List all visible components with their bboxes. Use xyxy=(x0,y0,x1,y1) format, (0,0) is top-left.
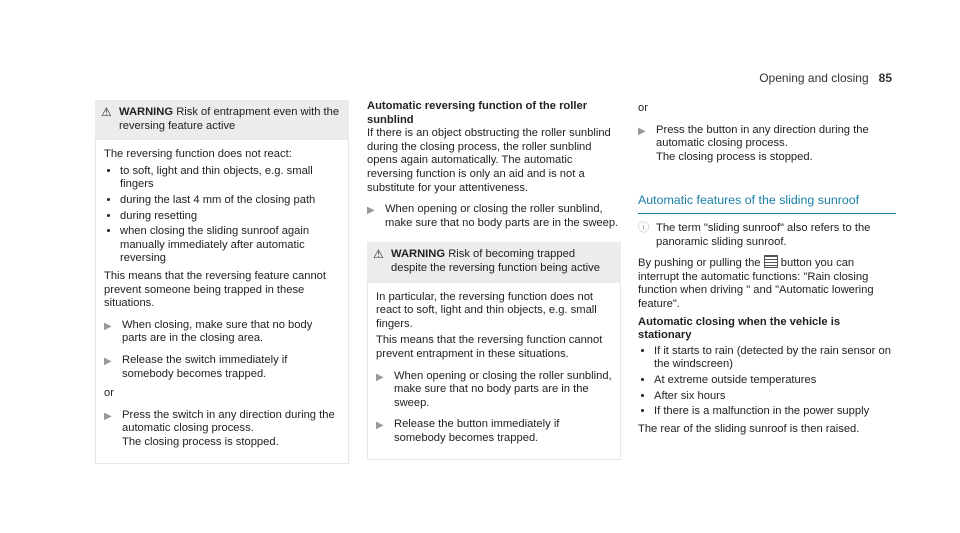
or-text: or xyxy=(104,387,114,400)
step-text xyxy=(656,124,896,165)
instruction-step xyxy=(638,124,896,165)
warning-intro: The reversing function does not react: xyxy=(104,148,292,161)
para-part: button you can interrupt the automatic functions: "Rain closing function when driving " and "Automatic lowering feature". xyxy=(638,257,874,310)
arrow-icon: ▶ xyxy=(104,320,112,332)
step-text: Release the switch immediately if somebody becomes trapped. xyxy=(122,353,288,380)
warning-text: Risk of becoming trapped despite the reversing function being active xyxy=(391,248,600,274)
list-item: • during the last 4 mm of the closing path xyxy=(120,194,340,208)
column-2 xyxy=(367,100,621,460)
step-text: When opening or closing the roller sunblind, make sure that no body parts are in the sweep. xyxy=(394,369,612,409)
arrow-icon: ▶ xyxy=(104,410,112,422)
note-text: The term "sliding sunroof" also refers to the panoramic sliding sunroof. xyxy=(656,221,871,248)
arrow-icon: ▶ xyxy=(367,205,375,217)
list-item: • After six hours xyxy=(654,390,896,404)
warning-box xyxy=(367,242,621,460)
warning-body xyxy=(367,283,621,461)
warning-conclusion: This means that the reversing feature cannot prevent someone being trapped in these situations. xyxy=(104,269,327,310)
warning-triangle-icon: ⚠ xyxy=(373,247,384,262)
warning-header xyxy=(95,100,349,140)
instruction-step xyxy=(104,409,340,450)
warning-triangle-icon: ⚠ xyxy=(101,105,112,119)
step-text: Release the button immediately if somebody becomes trapped. xyxy=(394,418,560,444)
step-result: The closing process is stopped. xyxy=(656,150,813,163)
arrow-icon: ▶ xyxy=(104,355,112,367)
paragraph xyxy=(638,255,896,311)
warning-paragraph: This means that the reversing function cannot prevent entrapment in these situations. xyxy=(376,334,603,360)
instruction-step xyxy=(104,319,340,346)
warning-header xyxy=(367,242,621,282)
step-line: Press the button in any direction during the automatic closing process. xyxy=(656,123,869,150)
or-text: or xyxy=(638,102,648,114)
list-item: • when closing the sliding sunroof again manually immediately after automatic reversing xyxy=(120,225,340,266)
instruction-step xyxy=(376,370,612,411)
instruction-step xyxy=(367,203,621,230)
step-text: When opening or closing the roller sunblind, make sure that no body parts are in the sweep. xyxy=(385,203,619,229)
section-heading: Automatic reversing function of the roller sunblind xyxy=(367,100,588,126)
list-item: • At extreme outside temperatures xyxy=(654,374,896,388)
sunroof-button-icon xyxy=(764,255,778,268)
column-1 xyxy=(95,100,349,464)
list-item: • to soft, light and thin objects, e.g. small fingers xyxy=(120,165,340,192)
warning-list xyxy=(104,165,340,266)
warning-text: Risk of entrapment even with the reversing feature active xyxy=(119,106,340,132)
instruction-step xyxy=(104,354,340,381)
paragraph: The rear of the sliding sunroof is then raised. xyxy=(638,422,860,435)
step-result: The closing process is stopped. xyxy=(122,435,279,448)
warning-box xyxy=(95,100,349,464)
list-item: • If it starts to rain (detected by the rain sensor on the windscreen) xyxy=(654,345,896,372)
info-icon: ⓘ xyxy=(638,221,650,234)
column-3 xyxy=(638,100,896,439)
subheading: Automatic closing when the vehicle is stationary xyxy=(638,315,841,342)
list-item: • during resetting xyxy=(120,210,340,224)
para-part: By pushing or pulling the xyxy=(638,257,761,270)
section-title: Automatic features of the sliding sunroof xyxy=(638,194,896,214)
header-title: Opening and closing xyxy=(759,71,869,85)
warning-label: WARNING xyxy=(391,248,446,261)
instruction-step xyxy=(376,418,612,445)
arrow-icon: ▶ xyxy=(638,125,646,137)
step-line: Press the switch in any direction during the automatic closing process. xyxy=(122,408,335,435)
arrow-icon: ▶ xyxy=(376,371,384,383)
warning-label: WARNING xyxy=(119,106,174,118)
step-text: When closing, make sure that no body parts are in the closing area. xyxy=(122,318,313,345)
step-text xyxy=(122,409,340,450)
paragraph: If there is an object obstructing the roller sunblind during the closing process, the roller sunblind opens again automatically. The automatic reversing function is only an aid and is not a substitute for your attentiveness. xyxy=(367,127,611,194)
closing-list xyxy=(638,345,896,419)
page-header xyxy=(759,72,892,86)
list-item: • If there is a malfunction in the power supply xyxy=(654,405,896,419)
arrow-icon: ▶ xyxy=(376,420,384,432)
page-number: 85 xyxy=(878,71,892,85)
warning-paragraph: In particular, the reversing function does not react to soft, light and thin objects, e.g. small fingers. xyxy=(376,290,597,330)
note xyxy=(638,222,896,249)
warning-body xyxy=(95,140,349,464)
